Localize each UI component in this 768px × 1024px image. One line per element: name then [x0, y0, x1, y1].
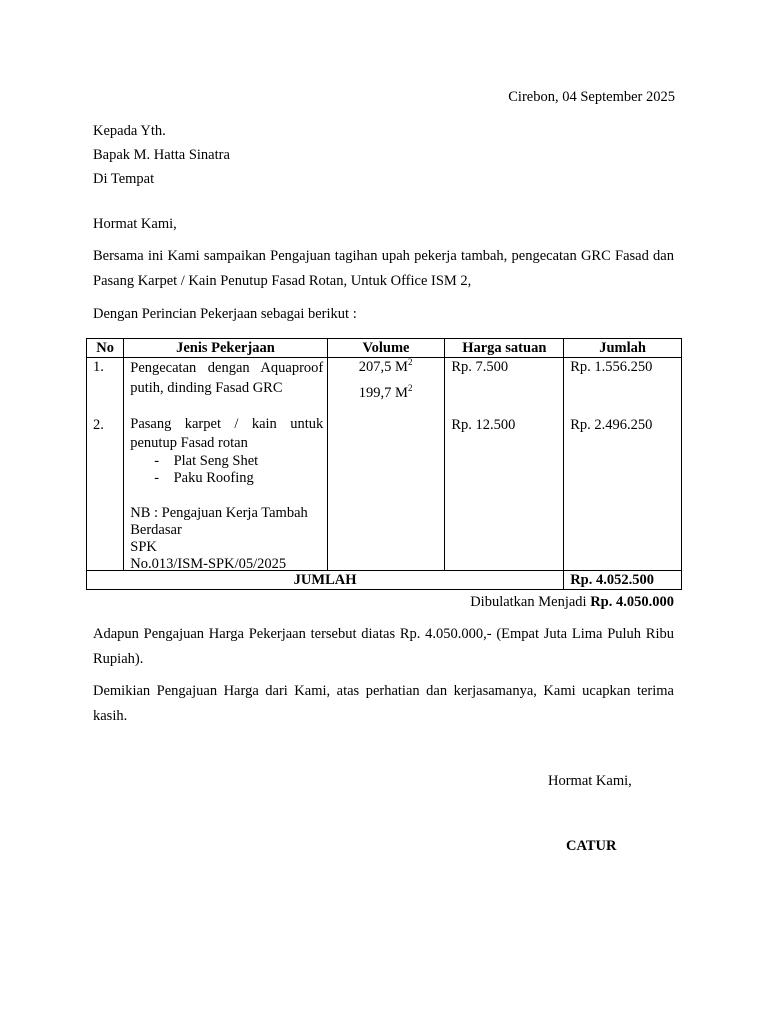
recipient-line-1: Kepada Yth.	[93, 123, 166, 139]
row-1-jenis: Pengecatan dengan Aquaproof putih, dinding Fasad GRC	[130, 360, 324, 396]
total-value: Rp. 4.052.500	[564, 571, 682, 590]
volume-line-1	[334, 358, 438, 376]
row-2-no: 2.	[93, 417, 104, 433]
total-label: JUMLAH	[87, 571, 564, 590]
list-item: - Paku Roofing	[154, 470, 254, 486]
nb-line-4: No.013/ISM-SPK/05/2025	[130, 556, 287, 572]
row-1-harga: Rp. 7.500	[451, 359, 509, 375]
harga-cell	[445, 358, 564, 571]
header-jumlah: Jumlah	[564, 339, 682, 358]
detail-intro: Dengan Perincian Pekerjaan sebagai berikut :	[93, 306, 357, 322]
nb-line-1: NB : Pengajuan Kerja Tambah	[130, 505, 308, 521]
subitem-plat-seng: Plat Seng Shet	[173, 453, 259, 469]
greeting: Hormat Kami,	[93, 216, 177, 232]
recipient-block	[93, 119, 230, 191]
volume-value-2: 199,7 M	[358, 385, 408, 401]
unit-sup: 2	[407, 383, 413, 394]
row-2-jumlah: Rp. 2.496.250	[570, 417, 653, 433]
signer-name: CATUR	[566, 838, 617, 854]
no-cell	[87, 358, 124, 571]
rounded-value: Rp. 4.050.000	[590, 594, 674, 610]
table-row	[87, 358, 682, 571]
row-2-jenis-block	[130, 415, 323, 487]
closing-salutation: Hormat Kami,	[548, 773, 632, 789]
row-1-no: 1.	[93, 359, 104, 375]
row-1-jumlah: Rp. 1.556.250	[570, 359, 653, 375]
work-details-table	[86, 338, 682, 590]
row-2-jenis: Pasang karpet / kain untuk penutup Fasad rotan	[130, 416, 324, 451]
jenis-cell	[124, 358, 327, 571]
volume-value-1: 207,5 M	[358, 359, 408, 375]
rounded-total	[470, 593, 674, 611]
intro-paragraph: Bersama ini Kami sampaikan Pengajuan tagihan upah pekerja tambah, pengecatan GRC Fasad dan Pasang Karpet / Kain Penutup Fasad Rotan, Untuk Office ISM 2,	[93, 248, 674, 289]
header-volume: Volume	[327, 339, 445, 358]
volume-cell	[327, 358, 445, 571]
volume-line-2	[334, 384, 438, 402]
header-no: No	[87, 339, 124, 358]
header-jenis: Jenis Pekerjaan	[124, 339, 327, 358]
subitem-paku-roofing: Paku Roofing	[173, 470, 254, 486]
nb-note	[130, 505, 326, 573]
closing-statement: Demikian Pengajuan Harga dari Kami, atas perhatian dan kerjasamanya, Kami ucapkan terima kasih.	[93, 683, 674, 724]
recipient-name: Bapak M. Hatta Sinatra	[93, 147, 230, 163]
nb-line-3: SPK	[130, 539, 157, 555]
row-2-harga: Rp. 12.500	[451, 417, 516, 433]
unit-sup: 2	[407, 357, 413, 368]
table-header-row	[87, 339, 682, 358]
recipient-line-3: Di Tempat	[93, 171, 155, 187]
letter-date: Cirebon, 04 September 2025	[508, 89, 675, 105]
total-row	[87, 571, 682, 590]
header-harga: Harga satuan	[445, 339, 564, 358]
rounded-label: Dibulatkan Menjadi	[470, 594, 587, 610]
nb-line-2: Berdasar	[130, 522, 182, 538]
jumlah-cell	[564, 358, 682, 571]
list-item: - Plat Seng Shet	[154, 453, 259, 469]
price-statement: Adapun Pengajuan Harga Pekerjaan tersebut diatas Rp. 4.050.000,- (Empat Juta Lima Puluh Ribu Rupiah).	[93, 626, 674, 667]
